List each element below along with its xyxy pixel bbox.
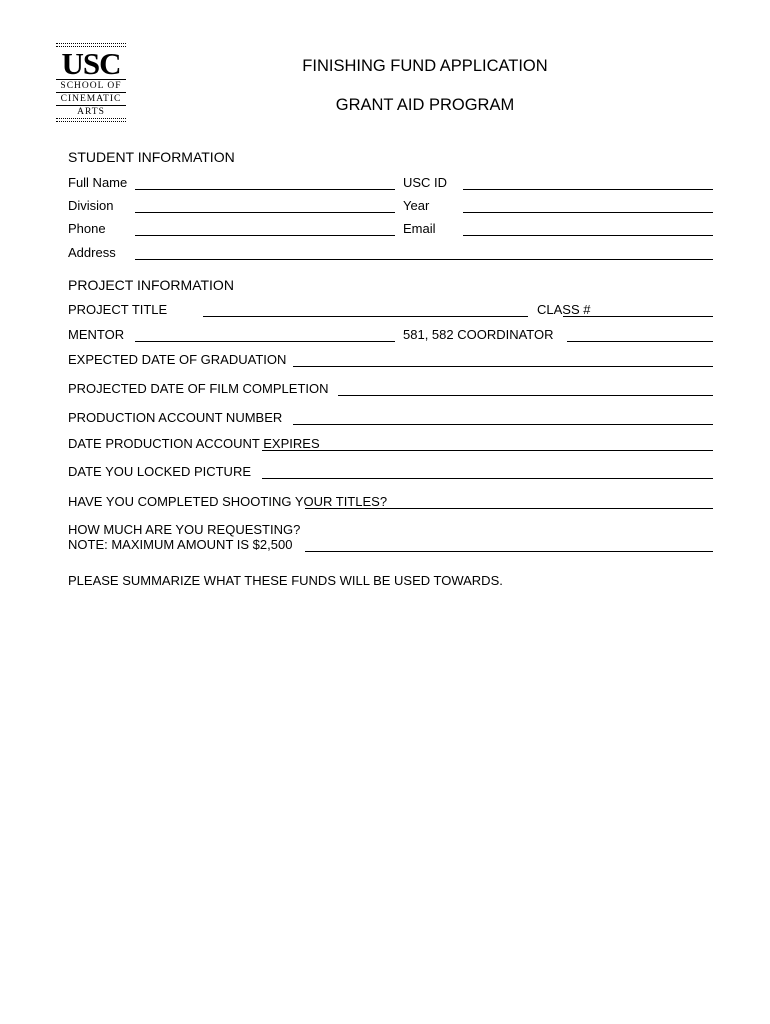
locked-picture-label: DATE YOU LOCKED PICTURE (68, 464, 251, 479)
form-title: FINISHING FUND APPLICATION (302, 57, 548, 75)
logo-initials: USC (61, 46, 121, 81)
project-title-label: PROJECT TITLE (68, 302, 168, 317)
phone-field[interactable] (135, 235, 395, 236)
year-field[interactable] (463, 212, 713, 213)
logo-rule (56, 43, 126, 44)
project-section-heading: PROJECT INFORMATION (68, 277, 234, 293)
request-amount-field[interactable] (305, 551, 713, 552)
summary-prompt: PLEASE SUMMARIZE WHAT THESE FUNDS WILL BE USED TOWARDS. (68, 573, 503, 588)
graduation-date-label: EXPECTED DATE OF GRADUATION (68, 352, 287, 367)
full-name-label: Full Name (68, 175, 128, 190)
address-field[interactable] (135, 259, 713, 260)
class-number-label: CLASS # (537, 302, 591, 317)
logo-line-1: SCHOOL OF (56, 79, 126, 92)
request-max-note: NOTE: MAXIMUM AMOUNT IS $2,500 (68, 537, 293, 552)
coordinator-field[interactable] (567, 341, 713, 342)
account-expires-label: DATE PRODUCTION ACCOUNT EXPIRES (68, 436, 320, 451)
usc-id-label: USC ID (403, 175, 448, 190)
email-label: Email (403, 221, 436, 236)
division-label: Division (68, 198, 114, 213)
usc-id-field[interactable] (463, 189, 713, 190)
student-section-heading: STUDENT INFORMATION (68, 149, 235, 165)
account-number-field[interactable] (293, 424, 713, 425)
titles-shot-label: HAVE YOU COMPLETED SHOOTING YOUR TITLES? (68, 494, 388, 509)
graduation-date-field[interactable] (293, 366, 713, 367)
logo-rule (56, 121, 126, 122)
coordinator-label: 581, 582 COORDINATOR (403, 327, 554, 342)
project-title-field[interactable] (203, 316, 528, 317)
address-label: Address (68, 245, 116, 260)
logo-line-2: CINEMATIC (56, 92, 126, 105)
account-number-label: PRODUCTION ACCOUNT NUMBER (68, 410, 283, 425)
mentor-field[interactable] (135, 341, 395, 342)
form-subtitle: GRANT AID PROGRAM (335, 96, 515, 114)
logo-line-3: ARTS (56, 105, 126, 118)
division-field[interactable] (135, 212, 395, 213)
titles-shot-field[interactable] (305, 508, 713, 509)
email-field[interactable] (463, 235, 713, 236)
logo-rule (56, 118, 126, 119)
full-name-field[interactable] (135, 189, 395, 190)
phone-label: Phone (68, 221, 106, 236)
class-number-field[interactable] (563, 316, 713, 317)
year-label: Year (403, 198, 430, 213)
completion-date-label: PROJECTED DATE OF FILM COMPLETION (68, 381, 329, 396)
locked-picture-field[interactable] (262, 478, 713, 479)
completion-date-field[interactable] (338, 395, 713, 396)
account-expires-field[interactable] (262, 450, 713, 451)
mentor-label: MENTOR (68, 327, 125, 342)
request-amount-label: HOW MUCH ARE YOU REQUESTING? (68, 522, 301, 537)
